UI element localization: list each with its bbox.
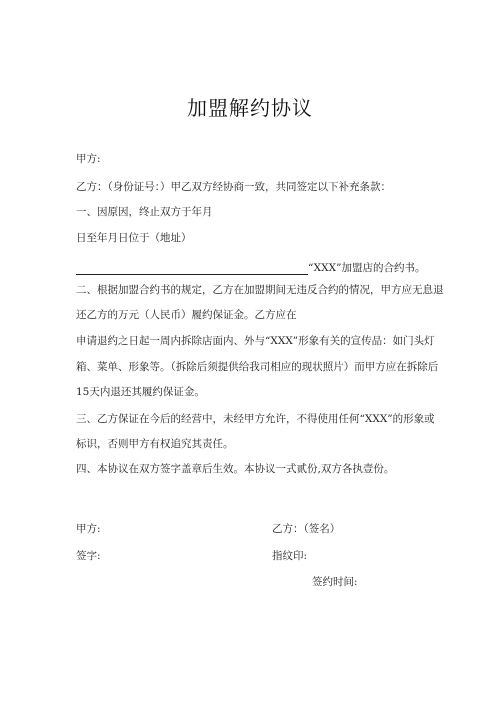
signature-date: 签约时间:: [312, 576, 358, 588]
clause-2-line-5: 15天内退还其履约保证金。: [76, 386, 205, 398]
clause-2-line-2: 还乙方的万元（人民币）履约保证金。乙方应在: [76, 309, 297, 321]
signature-fingerprint: 指纹印:: [272, 550, 308, 562]
address-blank: [76, 262, 308, 275]
clause-4-line-1: 四、本协议在双方签字盖章后生效。本协议一式贰份,双方各执壹份。: [76, 463, 395, 475]
clause-2-line-1: 二、根据加盟合约书的规定，乙方在加盟期间无违反合约的情况，甲方应无息退: [76, 284, 444, 296]
signature-sign: 签字:: [76, 550, 101, 562]
clause-1-line-1: 一、因原因，终止双方于年月: [76, 206, 213, 218]
clause-1-line-3: [76, 256, 436, 274]
clause-1-line-3-text: “XXX”加盟店的合约书。: [308, 262, 426, 274]
party-b-intro: 乙方：（身份证号：）甲乙双方经协商一致，共同签定以下补充条款：: [76, 181, 391, 193]
party-a-line: 甲方:: [76, 153, 101, 165]
clause-2-line-3: 申请退约之日起一周内拆除店面内、外与“XXX”形象有关的宣传品：如门头灯: [76, 335, 435, 347]
clause-3-line-1: 三、乙方保证在今后的经营中，未经甲方允许，不得使用任何“XXX”的形象或: [76, 413, 435, 425]
clause-1-line-2: 日至年月日位于（地址）: [76, 232, 192, 244]
signature-party-a: 甲方:: [76, 523, 101, 535]
document-title: 加盟解约协议: [187, 96, 313, 120]
clause-3-line-2: 标识，否则甲方有权追究其责任。: [76, 438, 234, 450]
signature-party-b: 乙方：（签名）: [272, 523, 341, 535]
clause-2-line-4: 箱、菜单、形象等。（拆除后须提供给我司相应的现状照片）而甲方应在拆除后: [76, 361, 439, 373]
